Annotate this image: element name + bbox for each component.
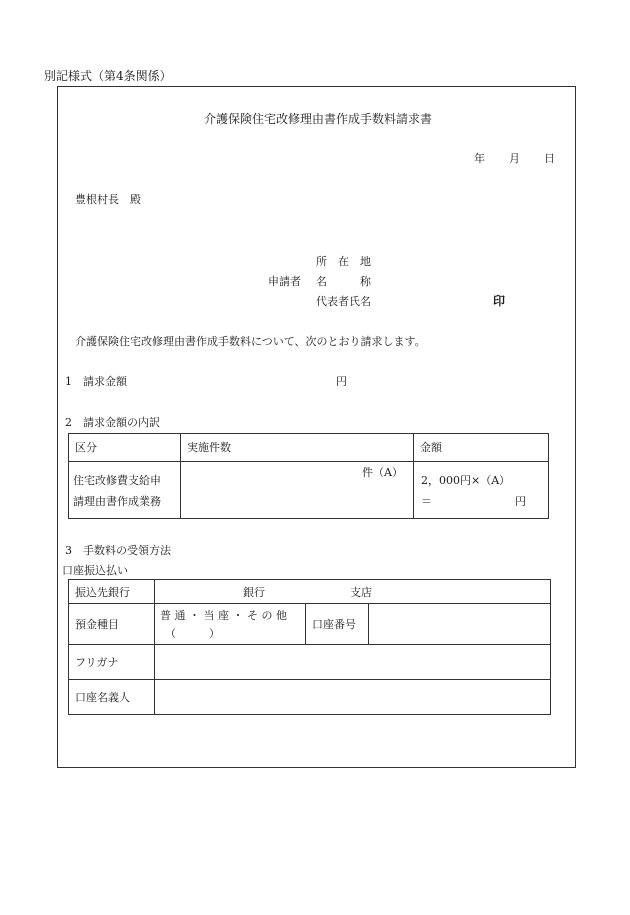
section1-heading: 1 請求金額: [65, 375, 127, 388]
category-line-1: 住宅改修費支給申: [73, 474, 161, 487]
form-reference-note: 別記様式（第4条関係）: [44, 69, 172, 83]
header-amount: 金額: [420, 441, 442, 454]
date-day: 日: [544, 152, 555, 165]
applicant-name-label: 名 称: [316, 275, 371, 288]
date-month: 月: [509, 152, 520, 165]
amount-yen-unit: 円: [515, 495, 526, 508]
account-holder-label: 口座名義人: [75, 691, 130, 704]
bank-label: 振込先銀行: [75, 586, 130, 599]
addressee: 豊根村長 殿: [75, 193, 141, 206]
applicant-address-label: 所 在 地: [316, 255, 371, 268]
bank-name-unit: 銀行: [243, 586, 265, 599]
section3-subheading: 口座振込払い: [62, 564, 128, 577]
applicant-label: 申請者: [268, 275, 301, 288]
intro-text: 介護保険住宅改修理由書作成手数料について、次のとおり請求します。: [75, 335, 426, 348]
amount-formula: 2，000円×（A）: [421, 474, 511, 487]
seal-mark: 印: [493, 294, 506, 308]
category-line-2: 請理由書作成業務: [73, 495, 161, 508]
applicant-rep-label: 代表者氏名: [316, 295, 371, 308]
section1-yen-unit: 円: [336, 375, 347, 388]
deposit-type-options[interactable]: 普 通 ・ 当 座 ・ そ の 他: [160, 609, 287, 622]
header-category: 区分: [75, 441, 97, 454]
form-title: 介護保険住宅改修理由書作成手数料請求書: [204, 112, 433, 126]
account-number-label: 口座番号: [312, 618, 356, 631]
deposit-other-blank[interactable]: （ ）: [165, 627, 220, 640]
branch-unit: 支店: [350, 586, 372, 599]
bank-table: [68, 579, 551, 715]
deposit-type-label: 預金種目: [75, 618, 119, 631]
amount-equals: ＝: [421, 495, 432, 508]
furigana-label: フリガナ: [75, 656, 119, 669]
header-count: 実施件数: [187, 441, 231, 454]
section3-heading: 3 手数料の受領方法: [65, 544, 171, 557]
count-unit: 件（A）: [362, 466, 403, 479]
date-year: 年: [474, 152, 485, 165]
section2-heading: 2 請求金額の内訳: [65, 416, 160, 429]
breakdown-table: [68, 433, 549, 519]
